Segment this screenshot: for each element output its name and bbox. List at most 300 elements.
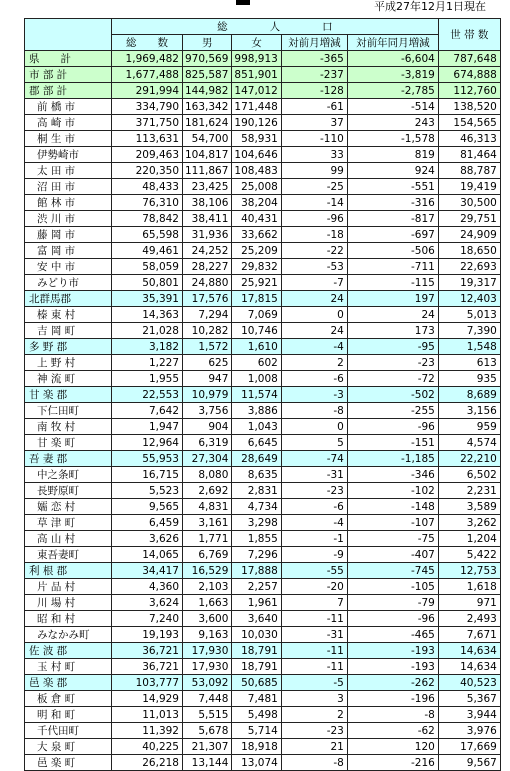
table-row: [25, 243, 501, 259]
male-cell: 10,282: [183, 323, 232, 339]
total-cell: 209,463: [112, 147, 183, 163]
name-cell: 館 林 市: [25, 195, 112, 211]
table-row: [25, 131, 501, 147]
mom-change-cell: 0: [281, 307, 347, 323]
male-cell: 181,624: [183, 115, 232, 131]
female-cell: 1,043: [232, 419, 281, 435]
male-cell: 28,227: [183, 259, 232, 275]
name-cell: 草 津 町: [25, 515, 112, 531]
total-header: 総 数: [112, 35, 183, 51]
name-cell: 吾 妻 郡: [25, 451, 112, 467]
male-cell: 5,515: [183, 707, 232, 723]
yoy-change-cell: -817: [347, 211, 438, 227]
mom-change-cell: 0: [281, 419, 347, 435]
table-row: [25, 579, 501, 595]
table-row: [25, 515, 501, 531]
households-cell: 3,944: [438, 707, 500, 723]
yoy-change-cell: -72: [347, 371, 438, 387]
name-cell: 大 泉 町: [25, 739, 112, 755]
top-mark: [236, 0, 250, 5]
name-cell: 富 岡 市: [25, 243, 112, 259]
name-cell: 渋 川 市: [25, 211, 112, 227]
households-cell: 935: [438, 371, 500, 387]
yoy-change-cell: -193: [347, 643, 438, 659]
households-cell: 3,976: [438, 723, 500, 739]
female-cell: 104,646: [232, 147, 281, 163]
table-row: [25, 339, 501, 355]
male-cell: 970,569: [183, 51, 232, 67]
male-cell: 6,769: [183, 547, 232, 563]
mom-change-cell: 24: [281, 291, 347, 307]
female-cell: 4,734: [232, 499, 281, 515]
households-cell: 138,520: [438, 99, 500, 115]
households-cell: 959: [438, 419, 500, 435]
households-cell: 14,634: [438, 659, 500, 675]
total-cell: 21,028: [112, 323, 183, 339]
male-cell: 5,678: [183, 723, 232, 739]
yoy-change-cell: 243: [347, 115, 438, 131]
mom-change-cell: 21: [281, 739, 347, 755]
households-cell: 30,500: [438, 195, 500, 211]
name-cell: 川 場 村: [25, 595, 112, 611]
mom-change-cell: 7: [281, 595, 347, 611]
female-cell: 11,574: [232, 387, 281, 403]
female-cell: 1,008: [232, 371, 281, 387]
table-row: [25, 563, 501, 579]
table-row: [25, 387, 501, 403]
male-cell: 3,756: [183, 403, 232, 419]
total-cell: 40,225: [112, 739, 183, 755]
yoy-change-cell: -407: [347, 547, 438, 563]
households-cell: 14,634: [438, 643, 500, 659]
name-cell: 甘 楽 町: [25, 435, 112, 451]
male-cell: 24,252: [183, 243, 232, 259]
name-cell: 邑 楽 郡: [25, 675, 112, 691]
name-cell: 昭 和 村: [25, 611, 112, 627]
male-cell: 947: [183, 371, 232, 387]
female-cell: 29,832: [232, 259, 281, 275]
name-cell: 太 田 市: [25, 163, 112, 179]
yoy-change-cell: -115: [347, 275, 438, 291]
female-cell: 190,126: [232, 115, 281, 131]
total-cell: 50,801: [112, 275, 183, 291]
mom-change-cell: -9: [281, 547, 347, 563]
table-row: [25, 419, 501, 435]
name-header: [25, 19, 112, 51]
yoy-change-cell: -193: [347, 659, 438, 675]
male-cell: 8,080: [183, 467, 232, 483]
households-cell: 22,210: [438, 451, 500, 467]
yoy-change-cell: -216: [347, 755, 438, 771]
table-body: [25, 51, 501, 771]
male-cell: 2,103: [183, 579, 232, 595]
male-cell: 31,936: [183, 227, 232, 243]
total-cell: 1,227: [112, 355, 183, 371]
female-cell: 25,008: [232, 179, 281, 195]
table-row: [25, 99, 501, 115]
households-cell: 154,565: [438, 115, 500, 131]
female-cell: 58,931: [232, 131, 281, 147]
male-cell: 16,529: [183, 563, 232, 579]
households-cell: 3,156: [438, 403, 500, 419]
households-cell: 5,013: [438, 307, 500, 323]
yoy-change-cell: -107: [347, 515, 438, 531]
name-cell: みなかみ町: [25, 627, 112, 643]
name-cell: 高 崎 市: [25, 115, 112, 131]
table-row: [25, 179, 501, 195]
name-cell: 佐 波 郡: [25, 643, 112, 659]
total-cell: 14,065: [112, 547, 183, 563]
households-cell: 7,671: [438, 627, 500, 643]
table-row: [25, 355, 501, 371]
mom-change-cell: -96: [281, 211, 347, 227]
name-cell: 高 山 村: [25, 531, 112, 547]
total-cell: 113,631: [112, 131, 183, 147]
male-cell: 1,572: [183, 339, 232, 355]
total-cell: 12,964: [112, 435, 183, 451]
mom-change-cell: -110: [281, 131, 347, 147]
yoy-change-cell: -502: [347, 387, 438, 403]
female-cell: 17,815: [232, 291, 281, 307]
female-cell: 18,791: [232, 659, 281, 675]
yoy-change-cell: 924: [347, 163, 438, 179]
households-cell: 112,760: [438, 83, 500, 99]
households-cell: 1,618: [438, 579, 500, 595]
households-cell: 18,650: [438, 243, 500, 259]
table-row: [25, 259, 501, 275]
female-cell: 2,831: [232, 483, 281, 499]
total-cell: 3,624: [112, 595, 183, 611]
table-row: [25, 211, 501, 227]
name-cell: 東吾妻町: [25, 547, 112, 563]
yoy-change-cell: -96: [347, 611, 438, 627]
female-cell: 602: [232, 355, 281, 371]
table-row: [25, 547, 501, 563]
male-header: 男: [183, 35, 232, 51]
name-cell: 県 計: [25, 51, 112, 67]
mom-change-cell: -20: [281, 579, 347, 595]
female-cell: 7,296: [232, 547, 281, 563]
name-cell: 板 倉 町: [25, 691, 112, 707]
table-row: [25, 659, 501, 675]
female-cell: 17,888: [232, 563, 281, 579]
total-cell: 7,642: [112, 403, 183, 419]
yoy-change-cell: -23: [347, 355, 438, 371]
yoy-change-cell: 120: [347, 739, 438, 755]
mom-change-cell: -55: [281, 563, 347, 579]
mom-change-cell: -6: [281, 499, 347, 515]
name-cell: 下仁田町: [25, 403, 112, 419]
total-cell: 3,182: [112, 339, 183, 355]
mom-change-cell: -4: [281, 515, 347, 531]
yoy-change-cell: -2,785: [347, 83, 438, 99]
households-cell: 22,693: [438, 259, 500, 275]
male-cell: 1,663: [183, 595, 232, 611]
male-cell: 13,144: [183, 755, 232, 771]
total-cell: 76,310: [112, 195, 183, 211]
female-cell: 33,662: [232, 227, 281, 243]
total-cell: 26,218: [112, 755, 183, 771]
total-cell: 19,193: [112, 627, 183, 643]
yoy-change-cell: -1,578: [347, 131, 438, 147]
female-cell: 5,714: [232, 723, 281, 739]
female-cell: 8,635: [232, 467, 281, 483]
total-cell: 291,994: [112, 83, 183, 99]
total-cell: 34,417: [112, 563, 183, 579]
female-cell: 7,481: [232, 691, 281, 707]
households-cell: 613: [438, 355, 500, 371]
total-cell: 6,459: [112, 515, 183, 531]
table-row: [25, 675, 501, 691]
households-cell: 46,313: [438, 131, 500, 147]
male-cell: 17,576: [183, 291, 232, 307]
total-cell: 11,013: [112, 707, 183, 723]
mom-change-cell: -1: [281, 531, 347, 547]
table-row: [25, 323, 501, 339]
name-cell: 利 根 郡: [25, 563, 112, 579]
mom-change-cell: 2: [281, 707, 347, 723]
name-cell: 明 和 町: [25, 707, 112, 723]
female-cell: 38,204: [232, 195, 281, 211]
total-cell: 14,929: [112, 691, 183, 707]
households-cell: 81,464: [438, 147, 500, 163]
yoy-change-cell: -96: [347, 419, 438, 435]
mom-change-cell: -61: [281, 99, 347, 115]
mom-change-cell: -5: [281, 675, 347, 691]
table-row: [25, 499, 501, 515]
yoy-change-cell: -745: [347, 563, 438, 579]
total-cell: 5,523: [112, 483, 183, 499]
table-row: [25, 451, 501, 467]
mom-change-cell: -128: [281, 83, 347, 99]
mom-change-cell: -11: [281, 611, 347, 627]
male-cell: 9,163: [183, 627, 232, 643]
total-cell: 35,391: [112, 291, 183, 307]
households-cell: 5,422: [438, 547, 500, 563]
mom-change-cell: -365: [281, 51, 347, 67]
female-cell: 40,431: [232, 211, 281, 227]
name-cell: 嬬 恋 村: [25, 499, 112, 515]
female-cell: 13,074: [232, 755, 281, 771]
households-cell: 8,689: [438, 387, 500, 403]
mom-change-cell: 37: [281, 115, 347, 131]
name-cell: みどり市: [25, 275, 112, 291]
yoy-change-cell: -514: [347, 99, 438, 115]
table-row: [25, 403, 501, 419]
name-cell: 北群馬郡: [25, 291, 112, 307]
yoy-change-cell: -75: [347, 531, 438, 547]
households-cell: 12,753: [438, 563, 500, 579]
yoy-change-cell: 173: [347, 323, 438, 339]
female-cell: 3,640: [232, 611, 281, 627]
yoy-change-cell: 24: [347, 307, 438, 323]
male-cell: 3,600: [183, 611, 232, 627]
mom-change-cell: -8: [281, 755, 347, 771]
mom-change-cell: 99: [281, 163, 347, 179]
mom-change-cell: -74: [281, 451, 347, 467]
mom-change-header: 対前月増減: [281, 35, 347, 51]
male-cell: 54,700: [183, 131, 232, 147]
households-cell: 674,888: [438, 67, 500, 83]
table-row: [25, 435, 501, 451]
mom-change-cell: -23: [281, 723, 347, 739]
total-cell: 371,750: [112, 115, 183, 131]
mom-change-cell: 5: [281, 435, 347, 451]
total-cell: 36,721: [112, 659, 183, 675]
mom-change-cell: -31: [281, 627, 347, 643]
female-cell: 108,483: [232, 163, 281, 179]
female-cell: 5,498: [232, 707, 281, 723]
female-cell: 50,685: [232, 675, 281, 691]
yoy-change-header: 対前年同月増減: [347, 35, 438, 51]
table-row: [25, 83, 501, 99]
name-cell: 桐 生 市: [25, 131, 112, 147]
households-cell: 40,523: [438, 675, 500, 691]
female-cell: 147,012: [232, 83, 281, 99]
mom-change-cell: 2: [281, 355, 347, 371]
female-cell: 25,209: [232, 243, 281, 259]
yoy-change-cell: -62: [347, 723, 438, 739]
table-row: [25, 371, 501, 387]
table-row: [25, 115, 501, 131]
mom-change-cell: -6: [281, 371, 347, 387]
male-cell: 3,161: [183, 515, 232, 531]
yoy-change-cell: -506: [347, 243, 438, 259]
name-cell: 甘 楽 郡: [25, 387, 112, 403]
table-row: [25, 723, 501, 739]
table-row: [25, 739, 501, 755]
households-cell: 1,204: [438, 531, 500, 547]
male-cell: 17,930: [183, 659, 232, 675]
households-cell: 2,231: [438, 483, 500, 499]
male-cell: 163,342: [183, 99, 232, 115]
total-cell: 1,947: [112, 419, 183, 435]
female-cell: 851,901: [232, 67, 281, 83]
households-cell: 12,403: [438, 291, 500, 307]
table-row: [25, 163, 501, 179]
total-cell: 1,969,482: [112, 51, 183, 67]
table-row: [25, 291, 501, 307]
male-cell: 625: [183, 355, 232, 371]
total-cell: 9,565: [112, 499, 183, 515]
name-cell: 千代田町: [25, 723, 112, 739]
population-table: [24, 18, 501, 771]
table-row: [25, 147, 501, 163]
female-cell: 18,918: [232, 739, 281, 755]
households-cell: 971: [438, 595, 500, 611]
yoy-change-cell: -316: [347, 195, 438, 211]
total-cell: 55,953: [112, 451, 183, 467]
mom-change-cell: -22: [281, 243, 347, 259]
name-cell: 吉 岡 町: [25, 323, 112, 339]
yoy-change-cell: -255: [347, 403, 438, 419]
table-row: [25, 51, 501, 67]
female-cell: 2,257: [232, 579, 281, 595]
total-cell: 3,626: [112, 531, 183, 547]
yoy-change-cell: -196: [347, 691, 438, 707]
mom-change-cell: -4: [281, 339, 347, 355]
households-cell: 7,390: [438, 323, 500, 339]
mom-change-cell: -23: [281, 483, 347, 499]
households-header: 世 帯 数: [438, 19, 500, 51]
yoy-change-cell: 819: [347, 147, 438, 163]
mom-change-cell: -25: [281, 179, 347, 195]
total-cell: 22,553: [112, 387, 183, 403]
table-row: [25, 707, 501, 723]
table-row: [25, 531, 501, 547]
mom-change-cell: -7: [281, 275, 347, 291]
total-cell: 36,721: [112, 643, 183, 659]
yoy-change-cell: -79: [347, 595, 438, 611]
table-row: [25, 483, 501, 499]
mom-change-cell: -14: [281, 195, 347, 211]
mom-change-cell: -53: [281, 259, 347, 275]
total-cell: 7,240: [112, 611, 183, 627]
male-cell: 27,304: [183, 451, 232, 467]
name-cell: 安 中 市: [25, 259, 112, 275]
total-cell: 1,677,488: [112, 67, 183, 83]
total-cell: 334,790: [112, 99, 183, 115]
female-cell: 1,961: [232, 595, 281, 611]
yoy-change-cell: -551: [347, 179, 438, 195]
name-cell: 藤 岡 市: [25, 227, 112, 243]
table-row: [25, 275, 501, 291]
total-cell: 4,360: [112, 579, 183, 595]
female-cell: 10,030: [232, 627, 281, 643]
name-cell: 多 野 郡: [25, 339, 112, 355]
households-cell: 17,669: [438, 739, 500, 755]
households-cell: 5,367: [438, 691, 500, 707]
households-cell: 24,909: [438, 227, 500, 243]
households-cell: 787,648: [438, 51, 500, 67]
table-row: [25, 467, 501, 483]
total-cell: 58,059: [112, 259, 183, 275]
yoy-change-cell: -151: [347, 435, 438, 451]
households-cell: 3,589: [438, 499, 500, 515]
total-cell: 65,598: [112, 227, 183, 243]
households-cell: 6,502: [438, 467, 500, 483]
name-cell: 片 品 村: [25, 579, 112, 595]
table-row: [25, 67, 501, 83]
male-cell: 7,294: [183, 307, 232, 323]
mom-change-cell: 33: [281, 147, 347, 163]
population-group-header: 総 人 口: [112, 19, 439, 35]
name-cell: 前 橋 市: [25, 99, 112, 115]
male-cell: 17,930: [183, 643, 232, 659]
yoy-change-cell: -346: [347, 467, 438, 483]
female-cell: 998,913: [232, 51, 281, 67]
mom-change-cell: -31: [281, 467, 347, 483]
male-cell: 904: [183, 419, 232, 435]
yoy-change-cell: -465: [347, 627, 438, 643]
mom-change-cell: -11: [281, 643, 347, 659]
male-cell: 825,587: [183, 67, 232, 83]
report-date: 平成27年12月1日現在: [374, 0, 486, 13]
total-cell: 103,777: [112, 675, 183, 691]
households-cell: 2,493: [438, 611, 500, 627]
yoy-change-cell: -102: [347, 483, 438, 499]
male-cell: 38,411: [183, 211, 232, 227]
name-cell: 邑 楽 町: [25, 755, 112, 771]
male-cell: 38,106: [183, 195, 232, 211]
yoy-change-cell: -1,185: [347, 451, 438, 467]
table-row: [25, 595, 501, 611]
total-cell: 78,842: [112, 211, 183, 227]
table-row: [25, 307, 501, 323]
yoy-change-cell: -6,604: [347, 51, 438, 67]
male-cell: 23,425: [183, 179, 232, 195]
name-cell: 郡 部 計: [25, 83, 112, 99]
